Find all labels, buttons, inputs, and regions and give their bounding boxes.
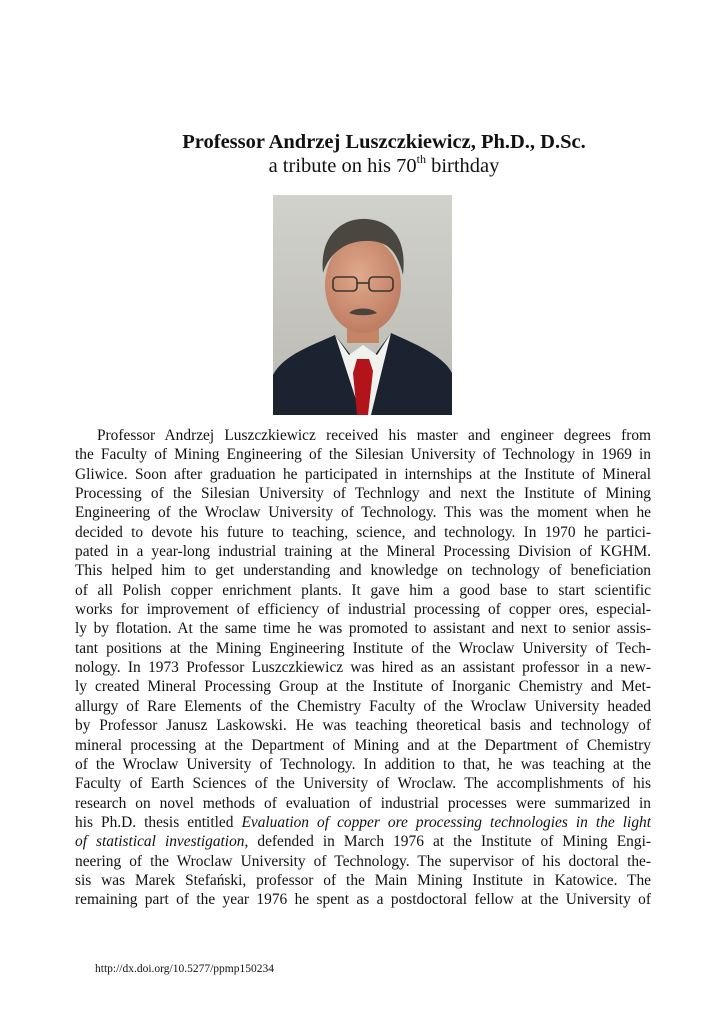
text-line: Faculty of Earth Sciences of the University of Wroclaw. The accomplishments of his — [75, 775, 651, 793]
text-line — [75, 832, 651, 851]
paper-subtitle — [0, 154, 725, 178]
thesis-title-italic-cont: of statistical investigation — [75, 833, 245, 851]
text-line: the Faculty of Mining Engineering of the Silesian University of Technology in 1969 in — [75, 446, 651, 464]
text-line: sis was Marek Stefański, professor of the Main Mining Institute in Katowice. The — [75, 871, 651, 889]
text-line: tant positions at the Mining Engineering Institute of the Wroclaw University of Tech- — [75, 639, 651, 657]
text-line: This helped him to get understanding and knowledge on technology of beneficiation — [75, 562, 651, 580]
text-line: decided to devote his future to teaching, science, and technology. In 1970 he partici- — [75, 523, 651, 541]
article-body — [75, 426, 651, 910]
text-line: neering of the Wroclaw University of Technology. The supervisor of his doctoral the- — [75, 852, 651, 870]
text-line: Gliwice. Soon after graduation he participated in internships at the Institute of Mineral — [75, 465, 651, 483]
text-line: mineral processing at the Department of Mining and at the Department of Chemistry — [75, 736, 651, 754]
doi-link[interactable]: http://dx.doi.org/10.5277/ppmp150234 — [95, 963, 275, 975]
subtitle-text: a tribute on his 70 — [268, 155, 417, 177]
text-line: ly created Mineral Processing Group at the Institute of Inorganic Chemistry and Met- — [75, 678, 651, 696]
text-line: remaining part of the year 1976 he spent as a postdoctoral fellow at the University of — [75, 891, 651, 909]
portrait-photo — [273, 195, 452, 415]
text-line — [75, 813, 651, 832]
text-line: nology. In 1973 Professor Luszczkiewicz was hired as an assistant professor in a new- — [75, 659, 651, 677]
text-line: Professor Andrzej Luszczkiewicz received his master and engineer degrees from — [97, 427, 651, 444]
text-line: Engineering of the Wroclaw University of Technology. This was the moment when he — [75, 504, 651, 522]
paper-title: Professor Andrzej Luszczkiewicz, Ph.D., D.Sc. — [182, 131, 586, 153]
text-line: research on novel methods of evaluation of industrial processes were summarized in — [75, 794, 651, 812]
text-line: by Professor Janusz Laskowski. He was teaching theoretical basis and technology of — [75, 717, 651, 735]
text-line: works for improvement of efficiency of industrial processing of copper ores, especial- — [75, 601, 651, 619]
text-line: of all Polish copper enrichment plants. It gave him a good base to start scientific — [75, 581, 651, 599]
text-line: Processing of the Silesian University of Technlogy and next the Institute of Mining — [75, 485, 651, 503]
text-line: allurgy of Rare Elements of the Chemistry Faculty of the Wroclaw University headed — [75, 697, 651, 715]
subtitle-text-end: birthday — [425, 155, 500, 177]
text-line: pated in a year-long industrial training at the Mineral Processing Division of KGHM. — [75, 543, 651, 561]
text-line: of the Wroclaw University of Technology. In addition to that, he was teaching at the — [75, 755, 651, 773]
text-line-part: , defended in March 1976 at the Institute of Mining Engi- — [244, 833, 651, 851]
text-line-part: his Ph.D. thesis entitled — [75, 813, 242, 831]
text-line: ly by flotation. At the same time he was promoted to assistant and next to senior assis- — [75, 620, 651, 638]
thesis-title-italic: Evaluation of copper ore processing technologies in the light — [241, 813, 651, 831]
subtitle-superscript: th — [416, 152, 426, 166]
